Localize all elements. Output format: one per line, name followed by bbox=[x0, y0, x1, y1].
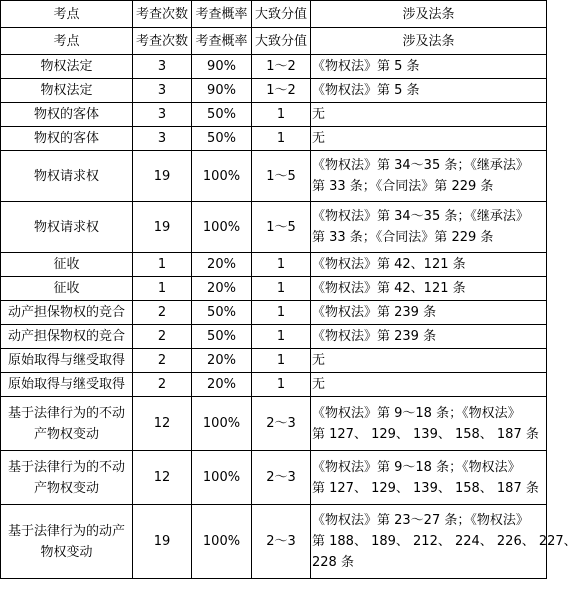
topic-cell bbox=[1, 397, 133, 451]
count-cell: 2 bbox=[133, 325, 192, 349]
topic-cell: 物权的客体 bbox=[1, 127, 133, 151]
score-cell: 1 bbox=[252, 325, 311, 349]
law-cell: 《物权法》第 239 条 bbox=[311, 325, 547, 349]
table-row bbox=[1, 151, 547, 202]
table-row bbox=[1, 325, 547, 349]
score-cell: 2～3 bbox=[252, 505, 311, 579]
topic-cell: 原始取得与继受取得 bbox=[1, 373, 133, 397]
score-cell: 1 bbox=[252, 253, 311, 277]
law-line: 《物权法》第 34～35 条；《继承法》 bbox=[312, 158, 529, 173]
topic-cell: 考点 bbox=[1, 28, 133, 55]
topic-cell: 物权请求权 bbox=[1, 151, 133, 202]
score-cell: 1 bbox=[252, 349, 311, 373]
topic-cell: 物权法定 bbox=[1, 79, 133, 103]
law-line: 《物权法》第 9～18 条；《物权法》 bbox=[312, 405, 521, 421]
count-cell: 3 bbox=[133, 103, 192, 127]
table-row bbox=[1, 373, 547, 397]
rate-cell: 50% bbox=[192, 103, 252, 127]
header-count: 考查次数 bbox=[133, 1, 192, 28]
header-law: 涉及法条 bbox=[311, 1, 547, 28]
rate-cell: 100% bbox=[192, 151, 252, 202]
topic-cell: 物权的客体 bbox=[1, 103, 133, 127]
law-cell: 《物权法》第 42、121 条 bbox=[311, 253, 547, 277]
law-cell bbox=[311, 505, 577, 579]
table-row bbox=[1, 505, 547, 579]
topic-line: 基于法律行为的不动 bbox=[7, 459, 125, 475]
rate-cell: 100% bbox=[192, 202, 252, 253]
topic-cell: 动产担保物权的竞合 bbox=[1, 325, 133, 349]
topic-line: 产物权变动 bbox=[33, 426, 99, 442]
table-row bbox=[1, 253, 547, 277]
topic-cell bbox=[1, 505, 133, 579]
law-cell bbox=[311, 151, 547, 202]
score-cell: 1 bbox=[252, 373, 311, 397]
score-cell: 2～3 bbox=[252, 397, 311, 451]
law-line: 第 33 条；《合同法》第 229 条 bbox=[312, 179, 494, 194]
count-cell: 3 bbox=[133, 55, 192, 79]
score-cell: 1 bbox=[252, 103, 311, 127]
rate-cell: 50% bbox=[192, 325, 252, 349]
table-row bbox=[1, 202, 547, 253]
topic-cell bbox=[1, 451, 133, 505]
count-cell: 19 bbox=[133, 202, 192, 253]
count-cell: 19 bbox=[133, 151, 192, 202]
topic-line: 基于法律行为的动产 bbox=[7, 523, 125, 539]
law-cell bbox=[311, 451, 547, 505]
score-cell: 2～3 bbox=[252, 451, 311, 505]
law-cell: 涉及法条 bbox=[311, 28, 547, 55]
table-row bbox=[1, 397, 547, 451]
topic-cell: 物权请求权 bbox=[1, 202, 133, 253]
law-cell: 《物权法》第 239 条 bbox=[311, 301, 547, 325]
rate-cell: 20% bbox=[192, 253, 252, 277]
law-line: 第 33 条；《合同法》第 229 条 bbox=[312, 230, 494, 245]
law-line: 228 条 bbox=[312, 555, 354, 570]
topic-cell: 原始取得与继受取得 bbox=[1, 349, 133, 373]
law-line: 《物权法》第 23～27 条；《物权法》 bbox=[312, 513, 529, 528]
law-cell: 无 bbox=[311, 103, 547, 127]
law-line: 第 127、 129、 139、 158、 187 条 bbox=[312, 480, 539, 496]
header-topic: 考点 bbox=[1, 1, 133, 28]
table-row bbox=[1, 451, 547, 505]
header-score: 大致分值 bbox=[252, 1, 311, 28]
law-cell: 《物权法》第 42、121 条 bbox=[311, 277, 547, 301]
rate-cell: 100% bbox=[192, 451, 252, 505]
score-cell: 1～5 bbox=[252, 202, 311, 253]
law-line: 《物权法》第 34～35 条；《继承法》 bbox=[312, 209, 529, 224]
rate-cell: 20% bbox=[192, 349, 252, 373]
law-cell bbox=[311, 397, 547, 451]
topic-cell: 征收 bbox=[1, 277, 133, 301]
count-cell: 12 bbox=[133, 451, 192, 505]
rate-cell: 20% bbox=[192, 373, 252, 397]
rate-cell: 50% bbox=[192, 301, 252, 325]
table-row bbox=[1, 55, 547, 79]
count-cell: 12 bbox=[133, 397, 192, 451]
rate-cell: 100% bbox=[192, 505, 252, 579]
count-cell: 2 bbox=[133, 301, 192, 325]
law-cell bbox=[311, 202, 547, 253]
score-cell: 1～5 bbox=[252, 151, 311, 202]
topic-line: 产物权变动 bbox=[33, 480, 99, 496]
count-cell: 1 bbox=[133, 253, 192, 277]
table-row bbox=[1, 277, 547, 301]
table-row bbox=[1, 349, 547, 373]
law-cell: 《物权法》第 5 条 bbox=[311, 55, 547, 79]
table-row bbox=[1, 79, 547, 103]
count-cell: 考查次数 bbox=[133, 28, 192, 55]
rate-cell: 90% bbox=[192, 79, 252, 103]
rate-cell: 100% bbox=[192, 397, 252, 451]
rate-cell: 20% bbox=[192, 277, 252, 301]
score-cell: 大致分值 bbox=[252, 28, 311, 55]
count-cell: 1 bbox=[133, 277, 192, 301]
count-cell: 2 bbox=[133, 349, 192, 373]
score-cell: 1～2 bbox=[252, 79, 311, 103]
rate-cell: 90% bbox=[192, 55, 252, 79]
topic-cell: 动产担保物权的竞合 bbox=[1, 301, 133, 325]
topic-line: 基于法律行为的不动 bbox=[7, 405, 125, 421]
count-cell: 3 bbox=[133, 79, 192, 103]
topic-line: 物权变动 bbox=[40, 544, 93, 560]
law-cell: 无 bbox=[311, 373, 547, 397]
count-cell: 19 bbox=[133, 505, 192, 579]
table-row bbox=[1, 301, 547, 325]
topic-cell: 物权法定 bbox=[1, 55, 133, 79]
law-line: 《物权法》第 9～18 条；《物权法》 bbox=[312, 459, 521, 475]
law-cell: 《物权法》第 5 条 bbox=[311, 79, 547, 103]
law-cell: 无 bbox=[311, 349, 547, 373]
law-line: 第 127、 129、 139、 158、 187 条 bbox=[312, 426, 539, 442]
count-cell: 2 bbox=[133, 373, 192, 397]
count-cell: 3 bbox=[133, 127, 192, 151]
score-cell: 1～2 bbox=[252, 55, 311, 79]
rate-cell: 考查概率 bbox=[192, 28, 252, 55]
topic-cell: 征收 bbox=[1, 253, 133, 277]
law-line: 第 188、 189、 212、 224、 226、 227、 bbox=[312, 534, 577, 549]
table-row bbox=[1, 127, 547, 151]
table-row bbox=[1, 28, 547, 55]
score-cell: 1 bbox=[252, 301, 311, 325]
law-cell: 无 bbox=[311, 127, 547, 151]
score-cell: 1 bbox=[252, 277, 311, 301]
rate-cell: 50% bbox=[192, 127, 252, 151]
score-cell: 1 bbox=[252, 127, 311, 151]
header-row bbox=[1, 1, 547, 28]
header-rate: 考查概率 bbox=[192, 1, 252, 28]
table-row bbox=[1, 103, 547, 127]
